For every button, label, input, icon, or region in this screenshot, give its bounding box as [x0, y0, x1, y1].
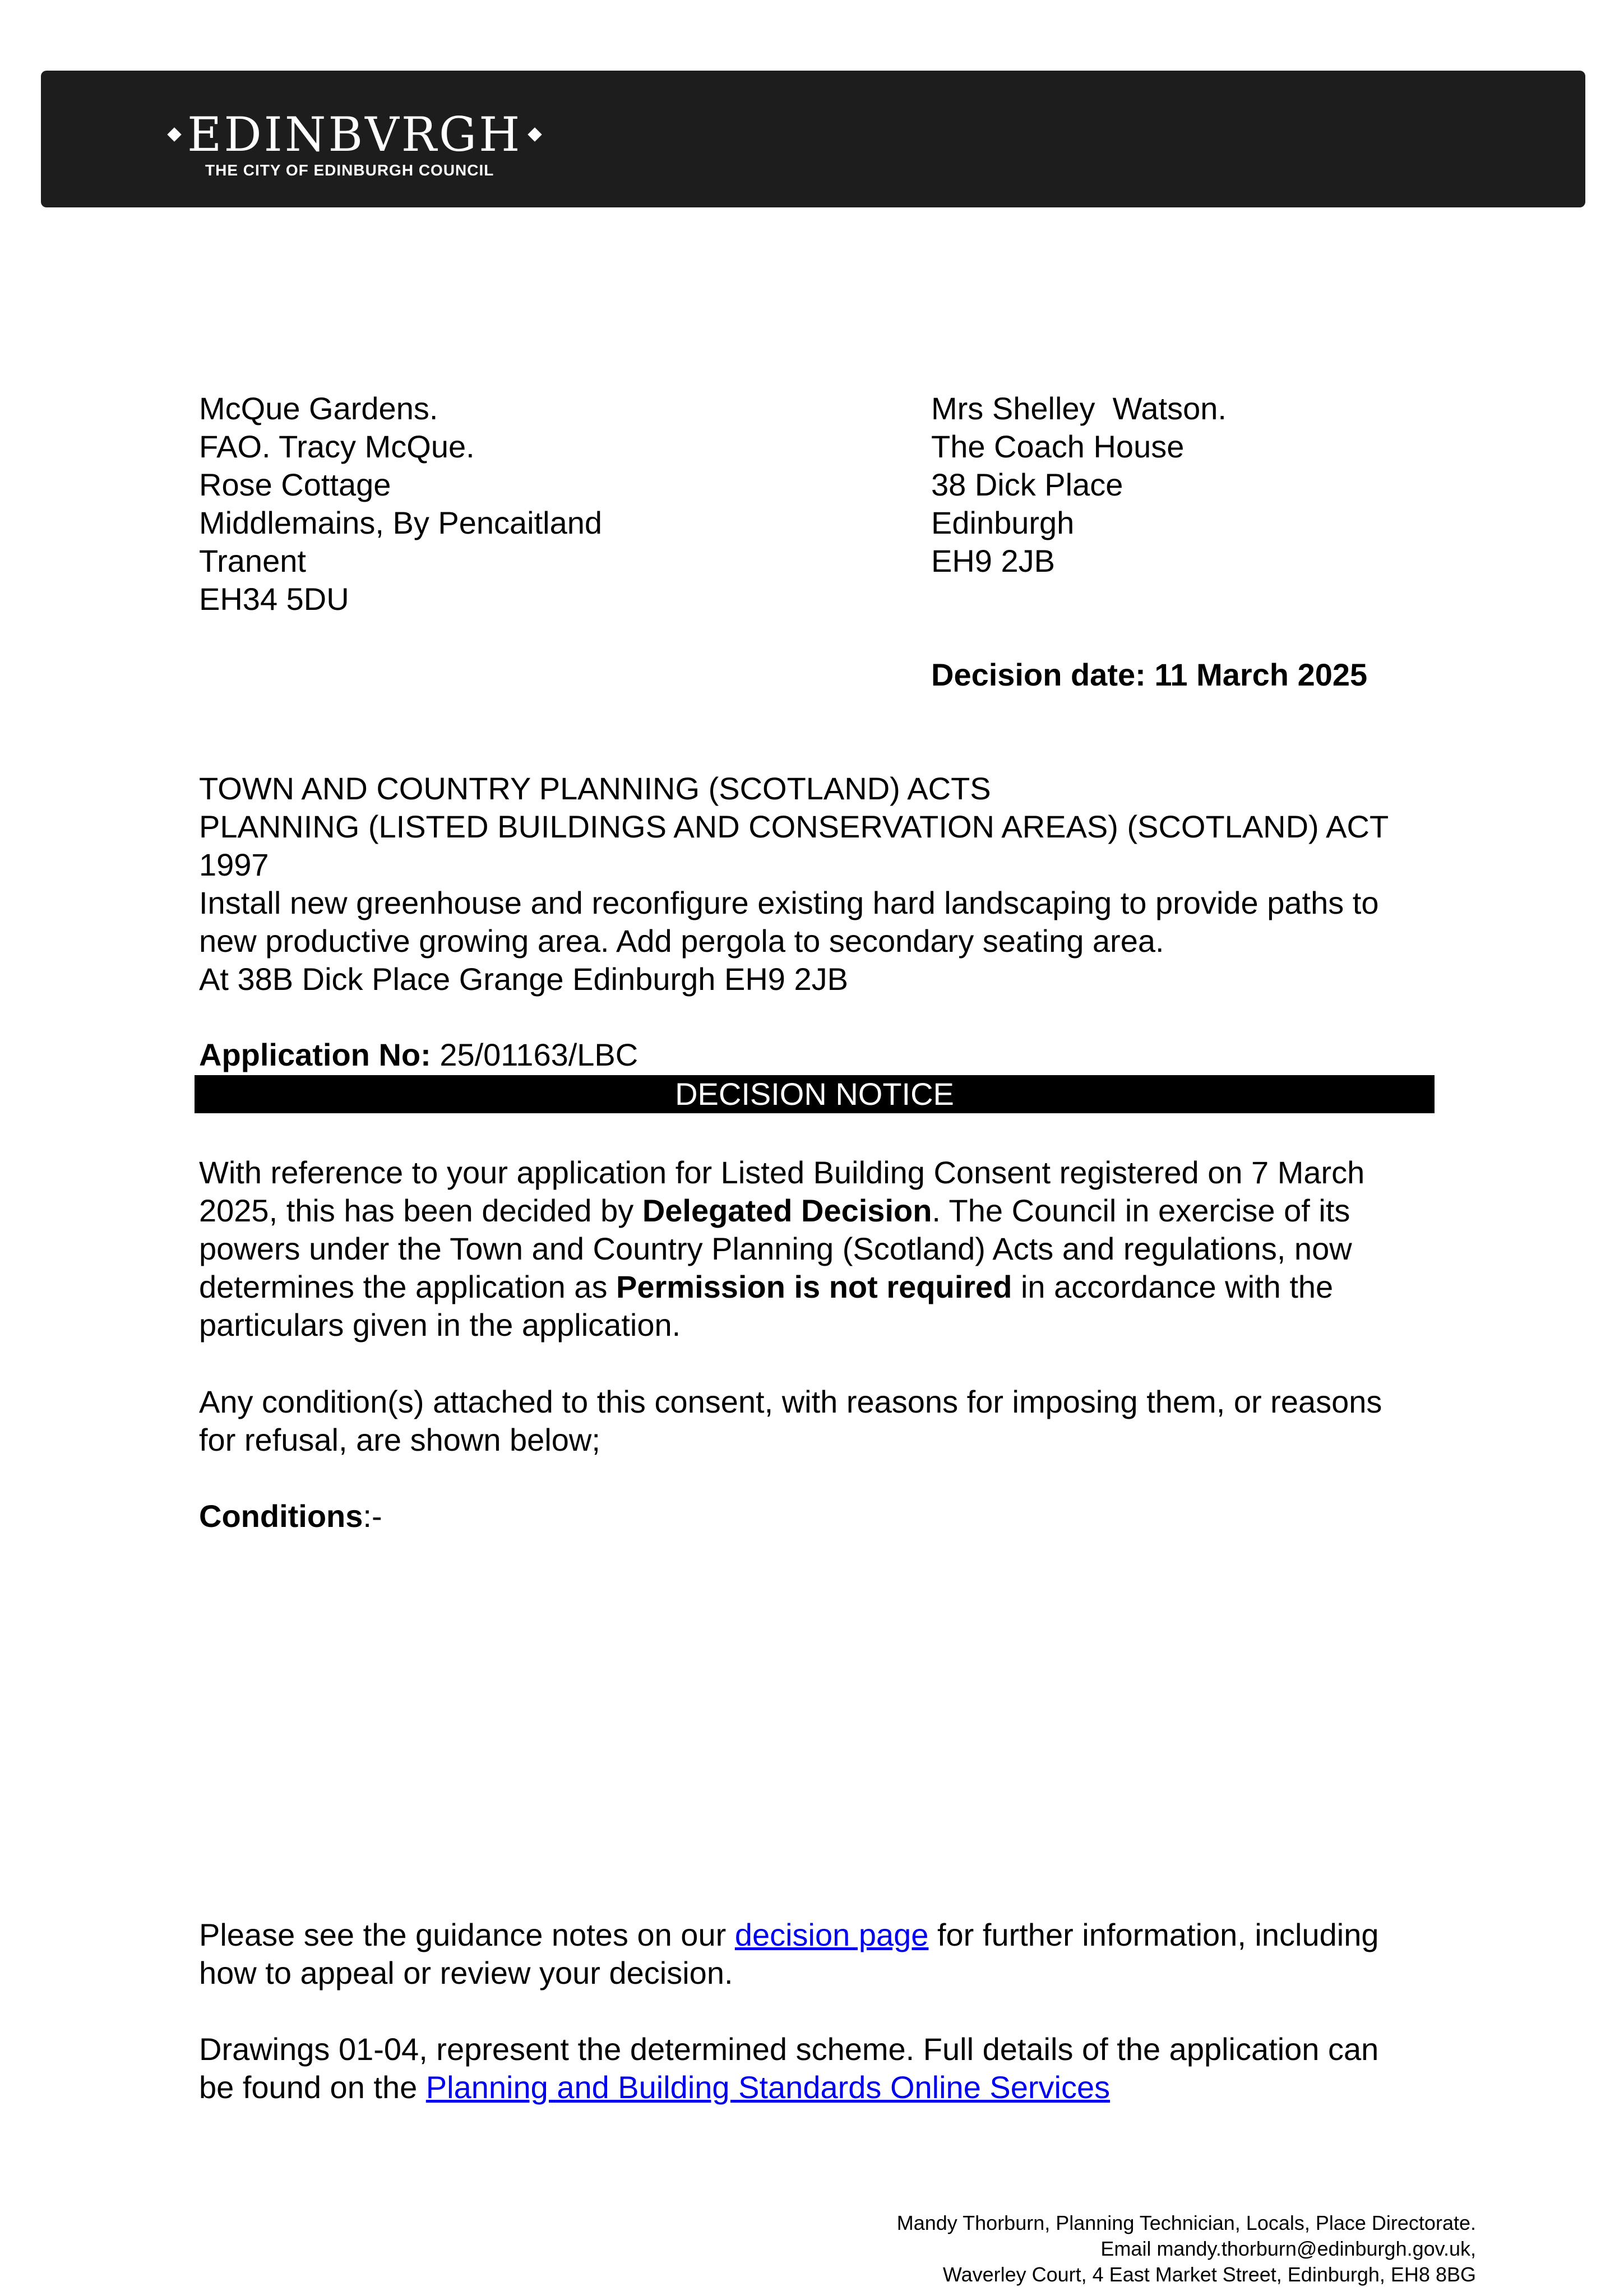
- application-number-value: 25/01163/LBC: [439, 1037, 639, 1072]
- act-title: PLANNING (LISTED BUILDINGS AND CONSERVATION AREAS) (SCOTLAND) ACT: [199, 809, 1389, 844]
- applicant-address-line: The Coach House: [931, 429, 1185, 464]
- conditions-label: Conditions: [199, 1498, 363, 1534]
- agent-address-line: Middlemains, By Pencaitland: [199, 505, 603, 540]
- applicant-address-line: Mrs Shelley Watson.: [931, 391, 1227, 426]
- decision-type: Delegated Decision: [642, 1193, 932, 1228]
- text-span: Please see the guidance notes on our: [199, 1917, 735, 1952]
- decision-notice-banner: DECISION NOTICE: [195, 1075, 1435, 1113]
- edinburgh-council-logo: [161, 107, 548, 179]
- guidance-paragraph: [199, 1916, 1500, 1992]
- applicant-address-line: Edinburgh: [931, 505, 1075, 540]
- decision-date: Decision date: 11 March 2025: [931, 657, 1368, 692]
- text-span: 2025, this has been decided by: [199, 1193, 642, 1228]
- online-services-link[interactable]: Planning and Building Standards Online Services: [425, 2070, 1111, 2105]
- paragraph-line: powers under the Town and Country Planning (Scotland) Acts and regulations, now: [199, 1231, 1352, 1266]
- paragraph-line: how to appeal or review your decision.: [199, 1955, 733, 1991]
- agent-address-line: McQue Gardens.: [199, 391, 438, 426]
- conditions-intro-paragraph: [199, 1383, 1500, 1459]
- agent-address: [199, 390, 602, 618]
- paragraph-line: [199, 1268, 1500, 1306]
- decision-outcome: Permission is not required: [616, 1269, 1012, 1304]
- diamond-icon: [167, 127, 181, 141]
- act-year: 1997: [199, 847, 269, 882]
- agent-address-line: EH34 5DU: [199, 581, 349, 617]
- paragraph-line: With reference to your application for Listed Building Consent registered on 7 March: [199, 1155, 1365, 1190]
- paragraph-line: Drawings 01-04, represent the determined scheme. Full details of the application can: [199, 2031, 1379, 2067]
- text-span: for further information, including: [928, 1917, 1379, 1952]
- logo-name: EDINBVRGH: [187, 107, 522, 162]
- text-span: in accordance with the: [1012, 1269, 1334, 1304]
- logo-subtitle: THE CITY OF EDINBURGH COUNCIL: [205, 161, 494, 179]
- footer-line: Mandy Thorburn, Planning Technician, Locals, Place Directorate.: [896, 2211, 1476, 2234]
- decision-page-link[interactable]: decision page: [734, 1917, 929, 1952]
- proposal-description: Install new greenhouse and reconfigure existing hard landscaping to provide paths to: [199, 885, 1379, 920]
- drawings-paragraph: [199, 2030, 1500, 2107]
- paragraph-line: [199, 1916, 1500, 1954]
- application-number-label: Application No:: [199, 1037, 431, 1072]
- applicant-address-line: 38 Dick Place: [931, 467, 1123, 502]
- text-span: determines the application as: [199, 1269, 616, 1304]
- paragraph-line: Any condition(s) attached to this consent, with reasons for imposing them, or reasons: [199, 1384, 1382, 1419]
- diamond-icon: [528, 127, 542, 141]
- application-number: [199, 1036, 1500, 1074]
- site-location: At 38B Dick Place Grange Edinburgh EH9 2JB: [199, 961, 848, 997]
- applicant-address: [931, 390, 1227, 580]
- text-span: be found on the: [199, 2070, 426, 2105]
- applicant-address-line: EH9 2JB: [931, 543, 1055, 578]
- conditions-suffix: :-: [363, 1498, 382, 1534]
- agent-address-line: FAO. Tracy McQue.: [199, 429, 475, 464]
- proposal-description: new productive growing area. Add pergola to secondary seating area.: [199, 923, 1164, 959]
- council-header-bar: [41, 71, 1585, 207]
- act-title: TOWN AND COUNTRY PLANNING (SCOTLAND) ACTS: [199, 771, 991, 806]
- logo-wordmark: [161, 107, 548, 162]
- decision-paragraph: [199, 1154, 1500, 1344]
- officer-contact-footer: [897, 2210, 1476, 2288]
- conditions-heading: [199, 1497, 1500, 1535]
- text-span: . The Council in exercise of its: [932, 1193, 1350, 1228]
- paragraph-line: particulars given in the application.: [199, 1307, 681, 1343]
- paragraph-line: [199, 2068, 1500, 2107]
- agent-address-line: Tranent: [199, 543, 306, 578]
- acts-and-proposal: [199, 770, 1500, 998]
- paragraph-line: [199, 1192, 1500, 1230]
- footer-line: Waverley Court, 4 East Market Street, Edinburgh, EH8 8BG: [942, 2263, 1476, 2286]
- agent-address-line: Rose Cottage: [199, 467, 391, 502]
- footer-line: Email mandy.thorburn@edinburgh.gov.uk,: [1100, 2237, 1476, 2260]
- paragraph-line: for refusal, are shown below;: [199, 1422, 600, 1457]
